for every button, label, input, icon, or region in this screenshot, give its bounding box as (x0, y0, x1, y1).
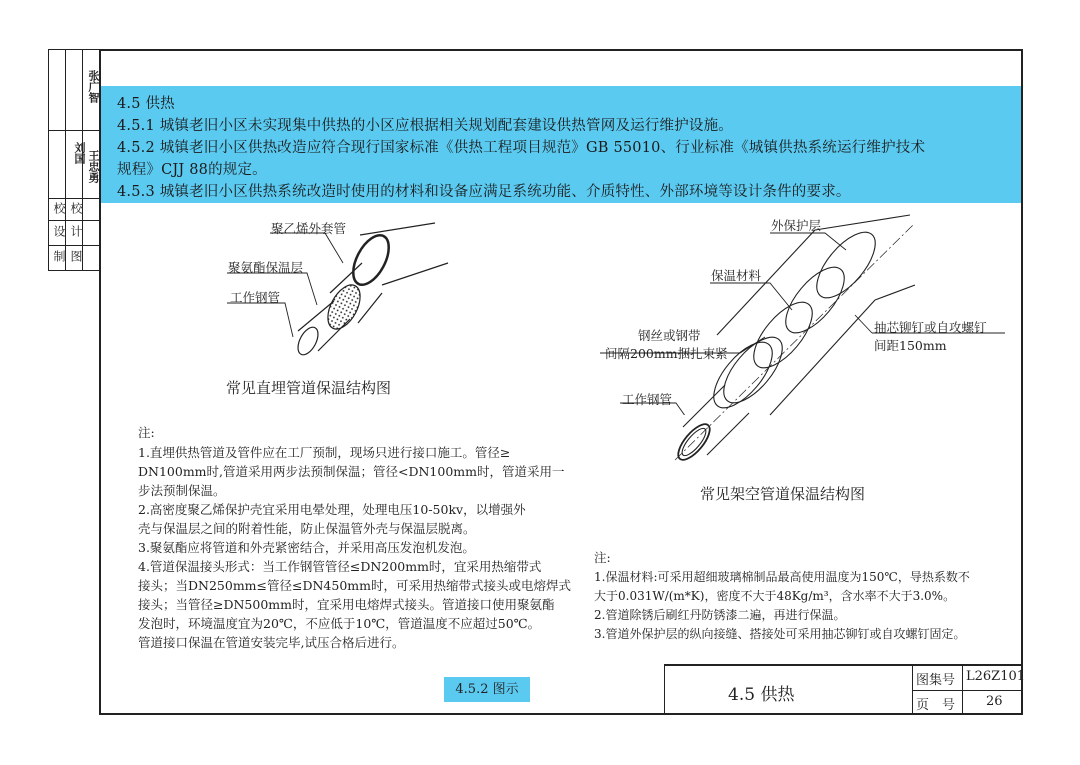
atlas-no-label: 图集号 (916, 673, 956, 688)
notes-left-line: 接头；当管径≥DN500mm时，宜采用电熔焊式接头。管道接口使用聚氨酯 (138, 597, 555, 612)
signature-1: 张广智 (87, 70, 100, 103)
sidebar-label-draw: 制 (52, 250, 66, 262)
label-rivet-spacing: 间距150mm (874, 338, 947, 353)
atlas-no-value: L26Z101 (966, 669, 1026, 684)
section-line-2: 4.5.2 城镇老旧小区供热改造应符合现行国家标准《供热工程项目规范》GB 55010、行业标准《城镇供热系统运行维护技术 (117, 140, 926, 156)
sidebar-label-check: 校 (52, 202, 66, 214)
signature-3: 刘国 (73, 142, 86, 164)
notes-left-line: 步法预制保温。 (138, 483, 226, 498)
label-pe-jacket: 聚乙烯外套管 (271, 221, 347, 236)
label-steel-wire: 钢丝或钢带 (638, 328, 701, 343)
notes-left-line: 1.直埋供热管道及管件应在工厂预制，现场只进行接口施工。管径≥ (138, 445, 511, 460)
notes-right-line: 3.管道外保护层的纵向接缝、搭接处可采用抽芯铆钉或自攻螺钉固定。 (594, 627, 966, 641)
right-leader-lines (600, 215, 1020, 415)
label-band-spacing: 间隔200mm捆扎束紧 (605, 346, 728, 361)
notes-left-line: 壳与保温层之间的附着性能，防止保温管外壳与保温层脱离。 (138, 521, 476, 536)
section-line-4: 4.5.3 城镇老旧小区供热系统改造时使用的材料和设备应满足系统功能、介质特性、外部环境等设计条件的要求。 (117, 184, 851, 200)
notes-left-line: 管道接口保温在管道安装完毕,试压合格后进行。 (138, 635, 405, 650)
label-insulation-material: 保温材料 (711, 268, 762, 283)
sidebar-label-design2: 计 (69, 225, 83, 237)
sidebar-label-check2: 校 (69, 202, 83, 214)
signature-2: 王忠勇 (87, 150, 100, 183)
notes-right-line: 1.保温材料:可采用超细玻璃棉制品最高使用温度为150℃，导热系数不 (594, 570, 970, 584)
notes-left-line: 3.聚氨酯应将管道和外壳紧密结合，并采用高压发泡机发泡。 (138, 540, 475, 555)
notes-right-line: 大于0.031W/(m*K)，密度不大于48Kg/m³，含水率不大于3.0%。 (594, 589, 956, 603)
sidebar-label-draw2: 图 (69, 250, 83, 262)
section-line-1: 4.5.1 城镇老旧小区未实现集中供热的小区应根据相关规划配套建设供热管网及运行维护设施。 (117, 118, 733, 134)
caption-overhead-pipe: 常见架空管道保温结构图 (700, 485, 866, 503)
label-steel-pipe-left: 工作钢管 (230, 290, 281, 305)
notes-left-line: DN100mm时,管道采用两步法预制保温；管径<DN100mm时，管道采用一 (138, 464, 565, 479)
sidebar-label-design: 设 (52, 225, 66, 237)
notes-left-line: 4.管道保温接头形式：当工作钢管管径≤DN200mm时，宜采用热缩带式 (138, 559, 542, 574)
title-block-title: 4.5 供热 (728, 685, 795, 705)
left-leader-lines (225, 225, 345, 345)
label-outer-protection: 外保护层 (771, 218, 822, 233)
label-rivet: 抽芯铆钉或自攻螺钉 (874, 320, 987, 335)
notes-left-line: 2.高密度聚乙烯保护壳宜采用电晕处理，处理电压10-50kv，以增强外 (138, 502, 526, 517)
section-line-3: 规程》CJJ 88的规定。 (117, 162, 267, 178)
notes-right-heading: 注: (594, 550, 611, 565)
figure-tag: 4.5.2 图示 (444, 677, 530, 702)
section-title: 4.5 供热 (117, 96, 175, 112)
page-no-value: 26 (986, 694, 1003, 709)
notes-right-line: 2.管道除锈后刷红丹防锈漆二遍，再进行保温。 (594, 608, 846, 622)
caption-buried-pipe: 常见直埋管道保温结构图 (226, 379, 392, 397)
notes-left-heading: 注: (138, 425, 155, 440)
notes-left-line: 接头；当DN250mm≤管径≤DN450mm时，可采用热缩带式接头或电熔焊式 (138, 578, 571, 593)
page-no-label: 页 号 (916, 698, 956, 713)
signature-strip (48, 49, 99, 271)
notes-left-line: 发泡时，环境温度宜为20℃，不应低于10℃，管道温度不应超过50℃。 (138, 616, 541, 631)
label-pu-insulation: 聚氨酯保温层 (228, 260, 304, 275)
label-steel-pipe-right: 工作钢管 (622, 392, 673, 407)
